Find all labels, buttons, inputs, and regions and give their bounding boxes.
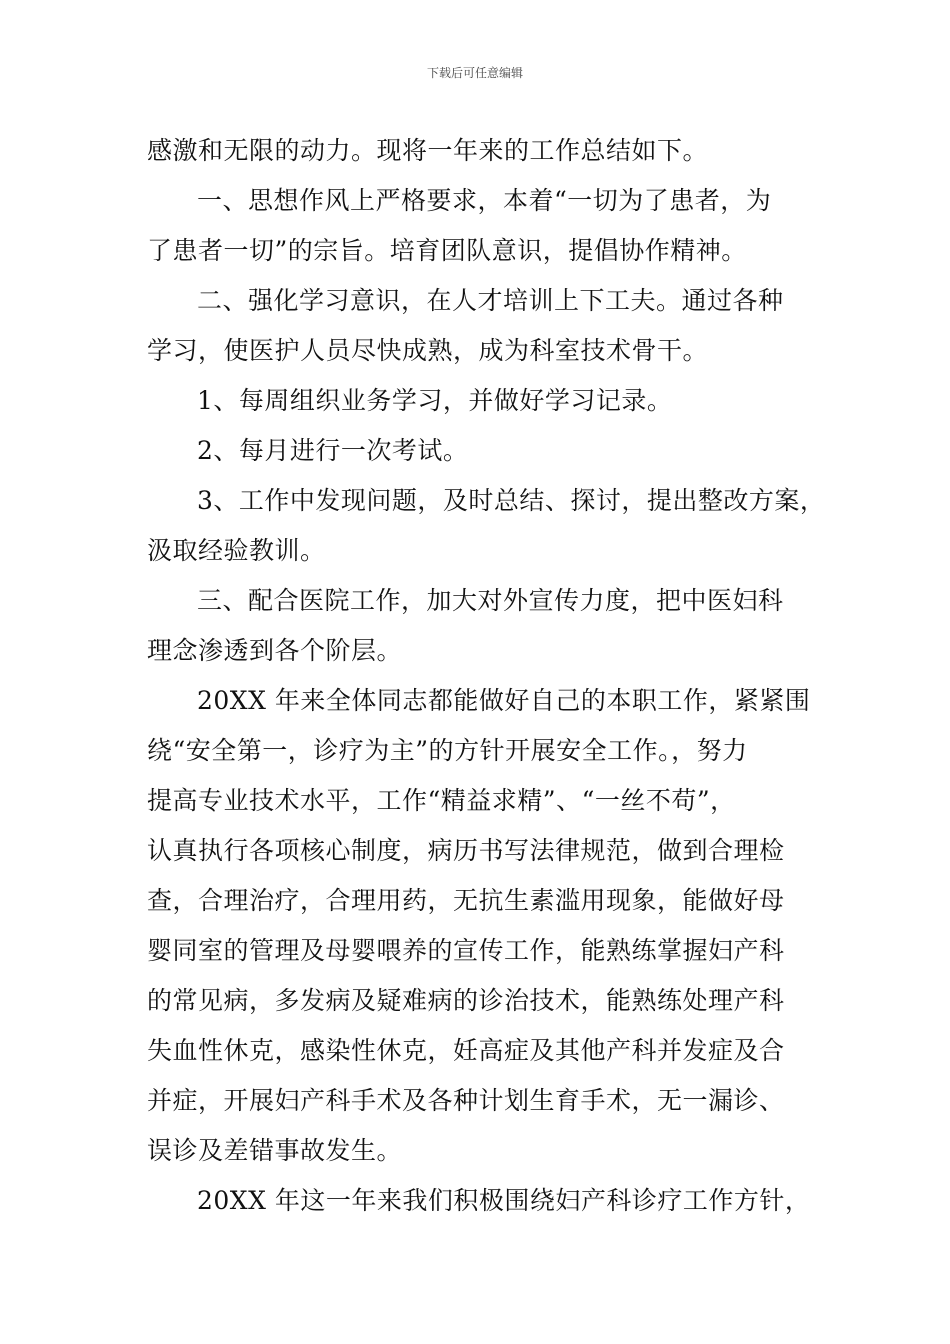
text-line: 并症，开展妇产科手术及各种计划生育手术，无一漏诊、	[147, 1086, 785, 1115]
text-line: 了患者一切”的宗旨。培育团队意识，提倡协作精神。	[147, 236, 747, 265]
text-line: 失血性休克，感染性休克，妊高症及其他产科并发症及合	[147, 1036, 785, 1065]
paragraph-start: 二、强化学习意识，在人才培训上下工夫。通过各种	[197, 286, 784, 315]
text-line: 理念渗透到各个阶层。	[147, 636, 403, 665]
text-line: 误诊及差错事故发生。	[147, 1136, 403, 1165]
text-line: 学习，使医护人员尽快成熟，成为科室技术骨干。	[147, 336, 709, 365]
text-line: 的常见病，多发病及疑难病的诊治技术，能熟练处理产科	[147, 986, 785, 1015]
paragraph-start: 三、配合医院工作，加大对外宣传力度，把中医妇科	[197, 586, 784, 615]
paragraph-start: 20XX 年来全体同志都能做好自己的本职工作，紧紧围	[197, 686, 811, 715]
page-header: 下载后可任意编辑	[426, 66, 523, 80]
text-line: 查，合理治疗，合理用药，无抗生素滥用现象，能做好母	[147, 886, 785, 915]
text-line: 提高专业技术水平，工作“精益求精”、“一丝不苟”，	[147, 786, 736, 815]
list-item: 2、每月进行一次考试。	[197, 436, 469, 465]
text-line: 绕“安全第一，诊疗为主”的方针开展安全工作。，努力	[147, 736, 748, 765]
document-body	[147, 126, 826, 1226]
list-item: 1、每周组织业务学习，并做好学习记录。	[197, 386, 673, 415]
paragraph-start: 20XX 年这一年来我们积极围绕妇产科诊疗工作方针，	[197, 1186, 811, 1215]
text-line: 感激和无限的动力。现将一年来的工作总结如下。	[147, 136, 709, 165]
text-line: 婴同室的管理及母婴喂养的宣传工作，能熟练掌握妇产科	[147, 936, 785, 965]
list-item: 3、工作中发现问题，及时总结、探讨，提出整改方案，	[197, 486, 826, 515]
text-line: 认真执行各项核心制度，病历书写法律规范，做到合理检	[147, 836, 785, 865]
text-line: 汲取经验教训。	[147, 536, 326, 565]
paragraph-start: 一、思想作风上严格要求，本着“一切为了患者，为	[197, 186, 772, 215]
